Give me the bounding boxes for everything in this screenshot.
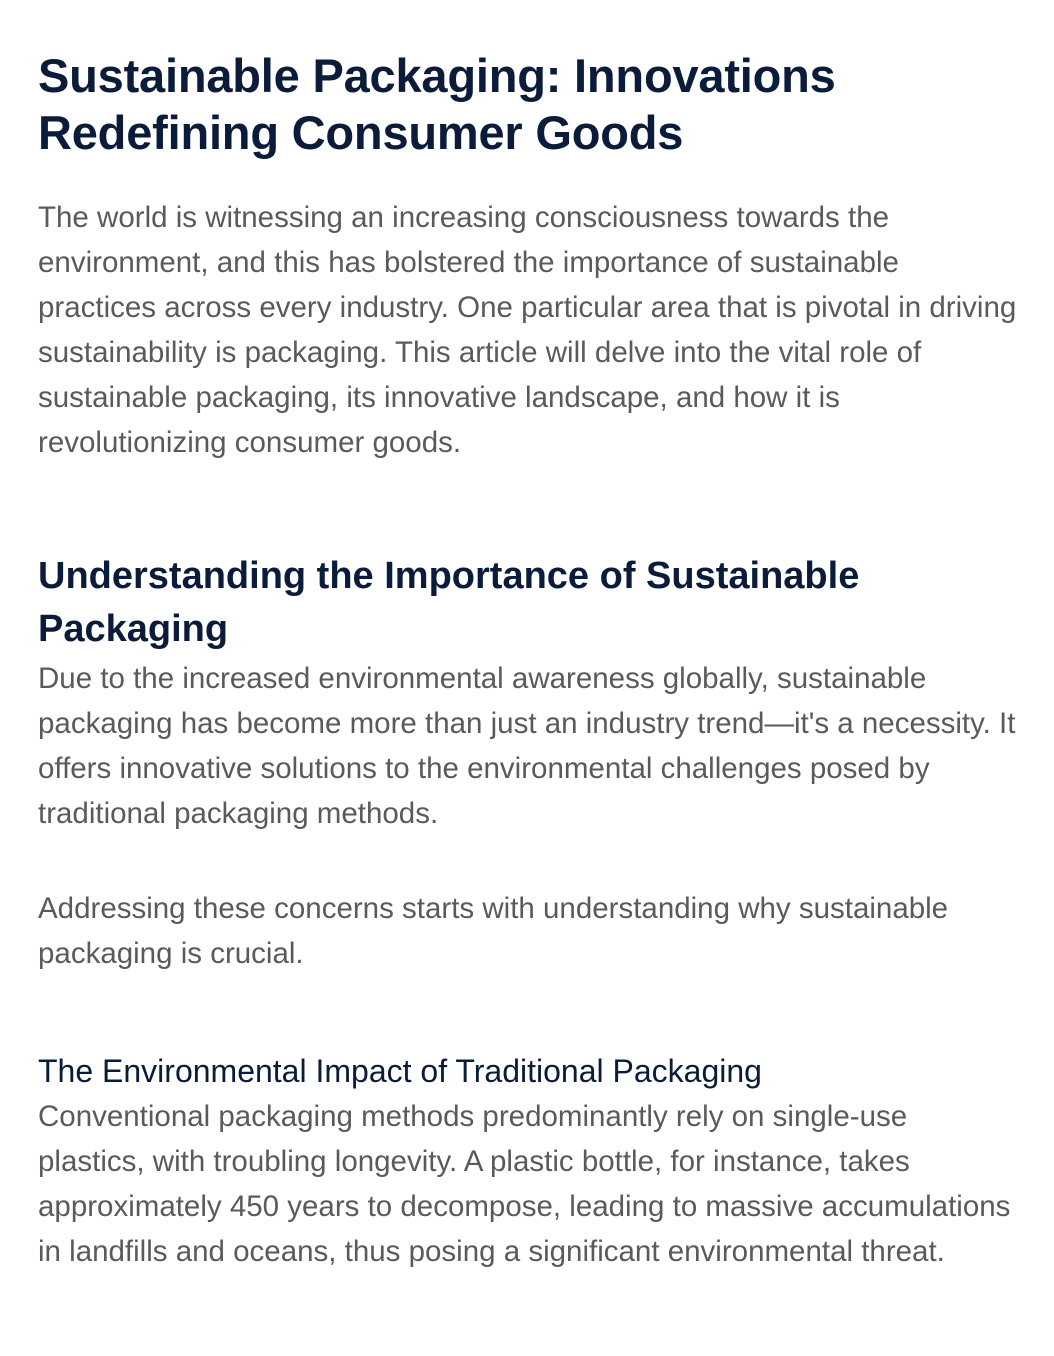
section-paragraph: Due to the increased environmental awareness globally, sustainable packaging has become more than just an industry trend—it's a necessity. It offers innovative solutions to the environmental challenges posed by traditional packaging methods.: [38, 662, 1016, 830]
section-paragraph: Addressing these concerns starts with understanding why sustainable packaging is crucial.: [38, 892, 949, 970]
intro-paragraph: The world is witnessing an increasing consciousness towards the environment, and this has bolstered the importance of sustainable practices across every industry. One particular area that is pivotal in driving sustainability is packaging. This article will delve into the vital role of sustainable packaging, its innovative landscape, and how it is revolutionizing consumer goods.: [38, 201, 1017, 459]
subsection-heading-environmental-impact: The Environmental Impact of Traditional Packaging: [38, 1053, 762, 1089]
subsection-paragraph: Conventional packaging methods predominantly rely on single-use plastics, with troubling longevity. A plastic bottle, for instance, takes approximately 450 years to decompose, leading to massive accumulations in landfills and oceans, thus posing a significant environmental threat.: [38, 1100, 1011, 1268]
section-heading-importance: Understanding the Importance of Sustainable Packaging: [38, 555, 860, 650]
page-title: Sustainable Packaging: Innovations Redefining Consumer Goods: [38, 49, 836, 159]
